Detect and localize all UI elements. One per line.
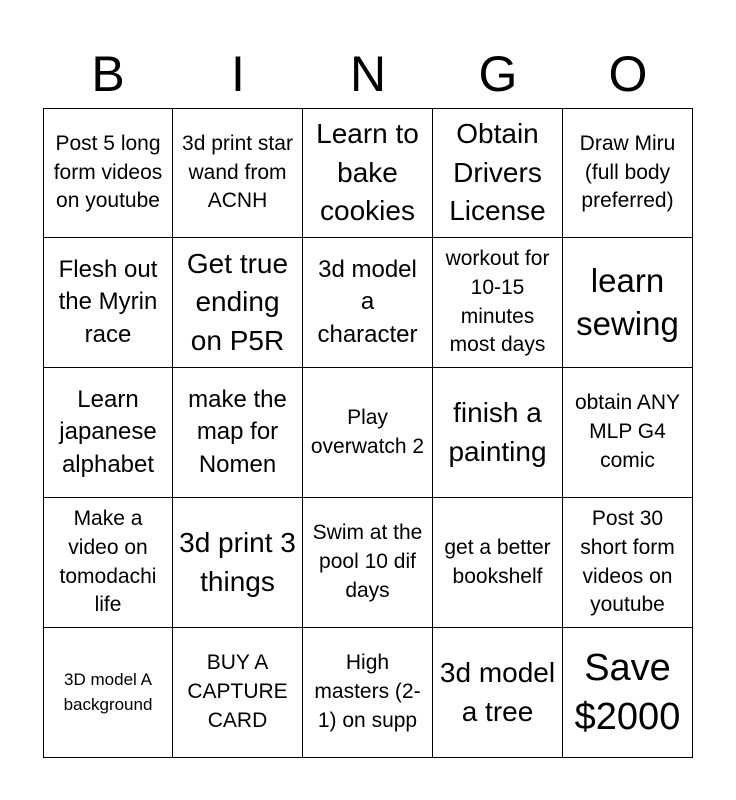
header-letter-o: O bbox=[608, 46, 648, 102]
bingo-cell-text: Learn to bake cookies bbox=[316, 118, 419, 227]
bingo-cell[interactable] bbox=[173, 368, 303, 498]
bingo-cell-text: 3d print star wand from ACNH bbox=[182, 131, 293, 213]
bingo-cell[interactable] bbox=[303, 498, 433, 628]
bingo-cell[interactable] bbox=[433, 368, 563, 498]
bingo-cell-text: Draw Miru (full body preferred) bbox=[579, 131, 676, 213]
bingo-cell-text: workout for 10-15 minutes most days bbox=[445, 246, 550, 357]
bingo-cell-text: Swim at the pool 10 dif days bbox=[312, 521, 423, 602]
bingo-cell-text: Flesh out the Myrin race bbox=[58, 255, 158, 348]
bingo-cell-text: 3D model A background bbox=[63, 669, 153, 714]
header-letter-n: N bbox=[349, 46, 387, 102]
bingo-board bbox=[43, 108, 693, 758]
bingo-cell[interactable] bbox=[303, 238, 433, 368]
bingo-cell-text: finish a painting bbox=[448, 396, 547, 467]
bingo-cell-text: Obtain Drivers License bbox=[449, 118, 546, 227]
bingo-cell[interactable] bbox=[43, 628, 173, 758]
bingo-cell-text: Get true ending on P5R bbox=[186, 247, 289, 356]
bingo-cell[interactable] bbox=[303, 628, 433, 758]
bingo-cell[interactable] bbox=[433, 238, 563, 368]
bingo-cell-text: Make a video on tomodachi life bbox=[59, 506, 157, 617]
header-letter-g: G bbox=[478, 46, 518, 102]
bingo-cell-text: Save $2000 bbox=[574, 646, 681, 738]
bingo-cell[interactable] bbox=[43, 108, 173, 238]
bingo-cell-text: Play overwatch 2 bbox=[310, 405, 425, 458]
bingo-cell-text: BUY A CAPTURE CARD bbox=[187, 651, 288, 732]
bingo-cell[interactable] bbox=[173, 498, 303, 628]
bingo-cell-text: learn sewing bbox=[576, 261, 679, 342]
bingo-cell-text: 3d print 3 things bbox=[179, 526, 296, 597]
bingo-cell[interactable] bbox=[303, 108, 433, 238]
bingo-cell[interactable] bbox=[563, 238, 693, 368]
bingo-cell[interactable] bbox=[433, 628, 563, 758]
bingo-cell-text: Post 30 short form videos on youtube bbox=[580, 506, 675, 617]
bingo-cell[interactable] bbox=[433, 498, 563, 628]
bingo-cell[interactable] bbox=[563, 498, 693, 628]
header-letter-i: I bbox=[231, 46, 245, 102]
bingo-cell-text: 3d model a character bbox=[317, 255, 418, 348]
bingo-cell[interactable] bbox=[173, 628, 303, 758]
bingo-cell[interactable] bbox=[563, 368, 693, 498]
bingo-cell-text: Learn japanese alphabet bbox=[59, 385, 157, 478]
bingo-cell-text: Post 5 long form videos on youtube bbox=[53, 131, 163, 213]
bingo-header bbox=[43, 40, 693, 108]
bingo-cell-text: 3d model a tree bbox=[439, 656, 556, 727]
bingo-cell[interactable] bbox=[433, 108, 563, 238]
bingo-cell-text: High masters (2-1) on supp bbox=[314, 651, 421, 732]
bingo-cell[interactable] bbox=[43, 498, 173, 628]
bingo-cell[interactable] bbox=[43, 368, 173, 498]
header-letter-b: B bbox=[91, 46, 125, 102]
bingo-cell[interactable] bbox=[173, 238, 303, 368]
bingo-cell[interactable] bbox=[563, 628, 693, 758]
bingo-cell[interactable] bbox=[173, 108, 303, 238]
bingo-cell-text: obtain ANY MLP G4 comic bbox=[574, 391, 681, 472]
bingo-cell-text: get a better bookshelf bbox=[444, 535, 551, 588]
bingo-cell-text: make the map for Nomen bbox=[188, 385, 287, 478]
bingo-cell[interactable] bbox=[303, 368, 433, 498]
bingo-cell[interactable] bbox=[43, 238, 173, 368]
bingo-cell[interactable] bbox=[563, 108, 693, 238]
